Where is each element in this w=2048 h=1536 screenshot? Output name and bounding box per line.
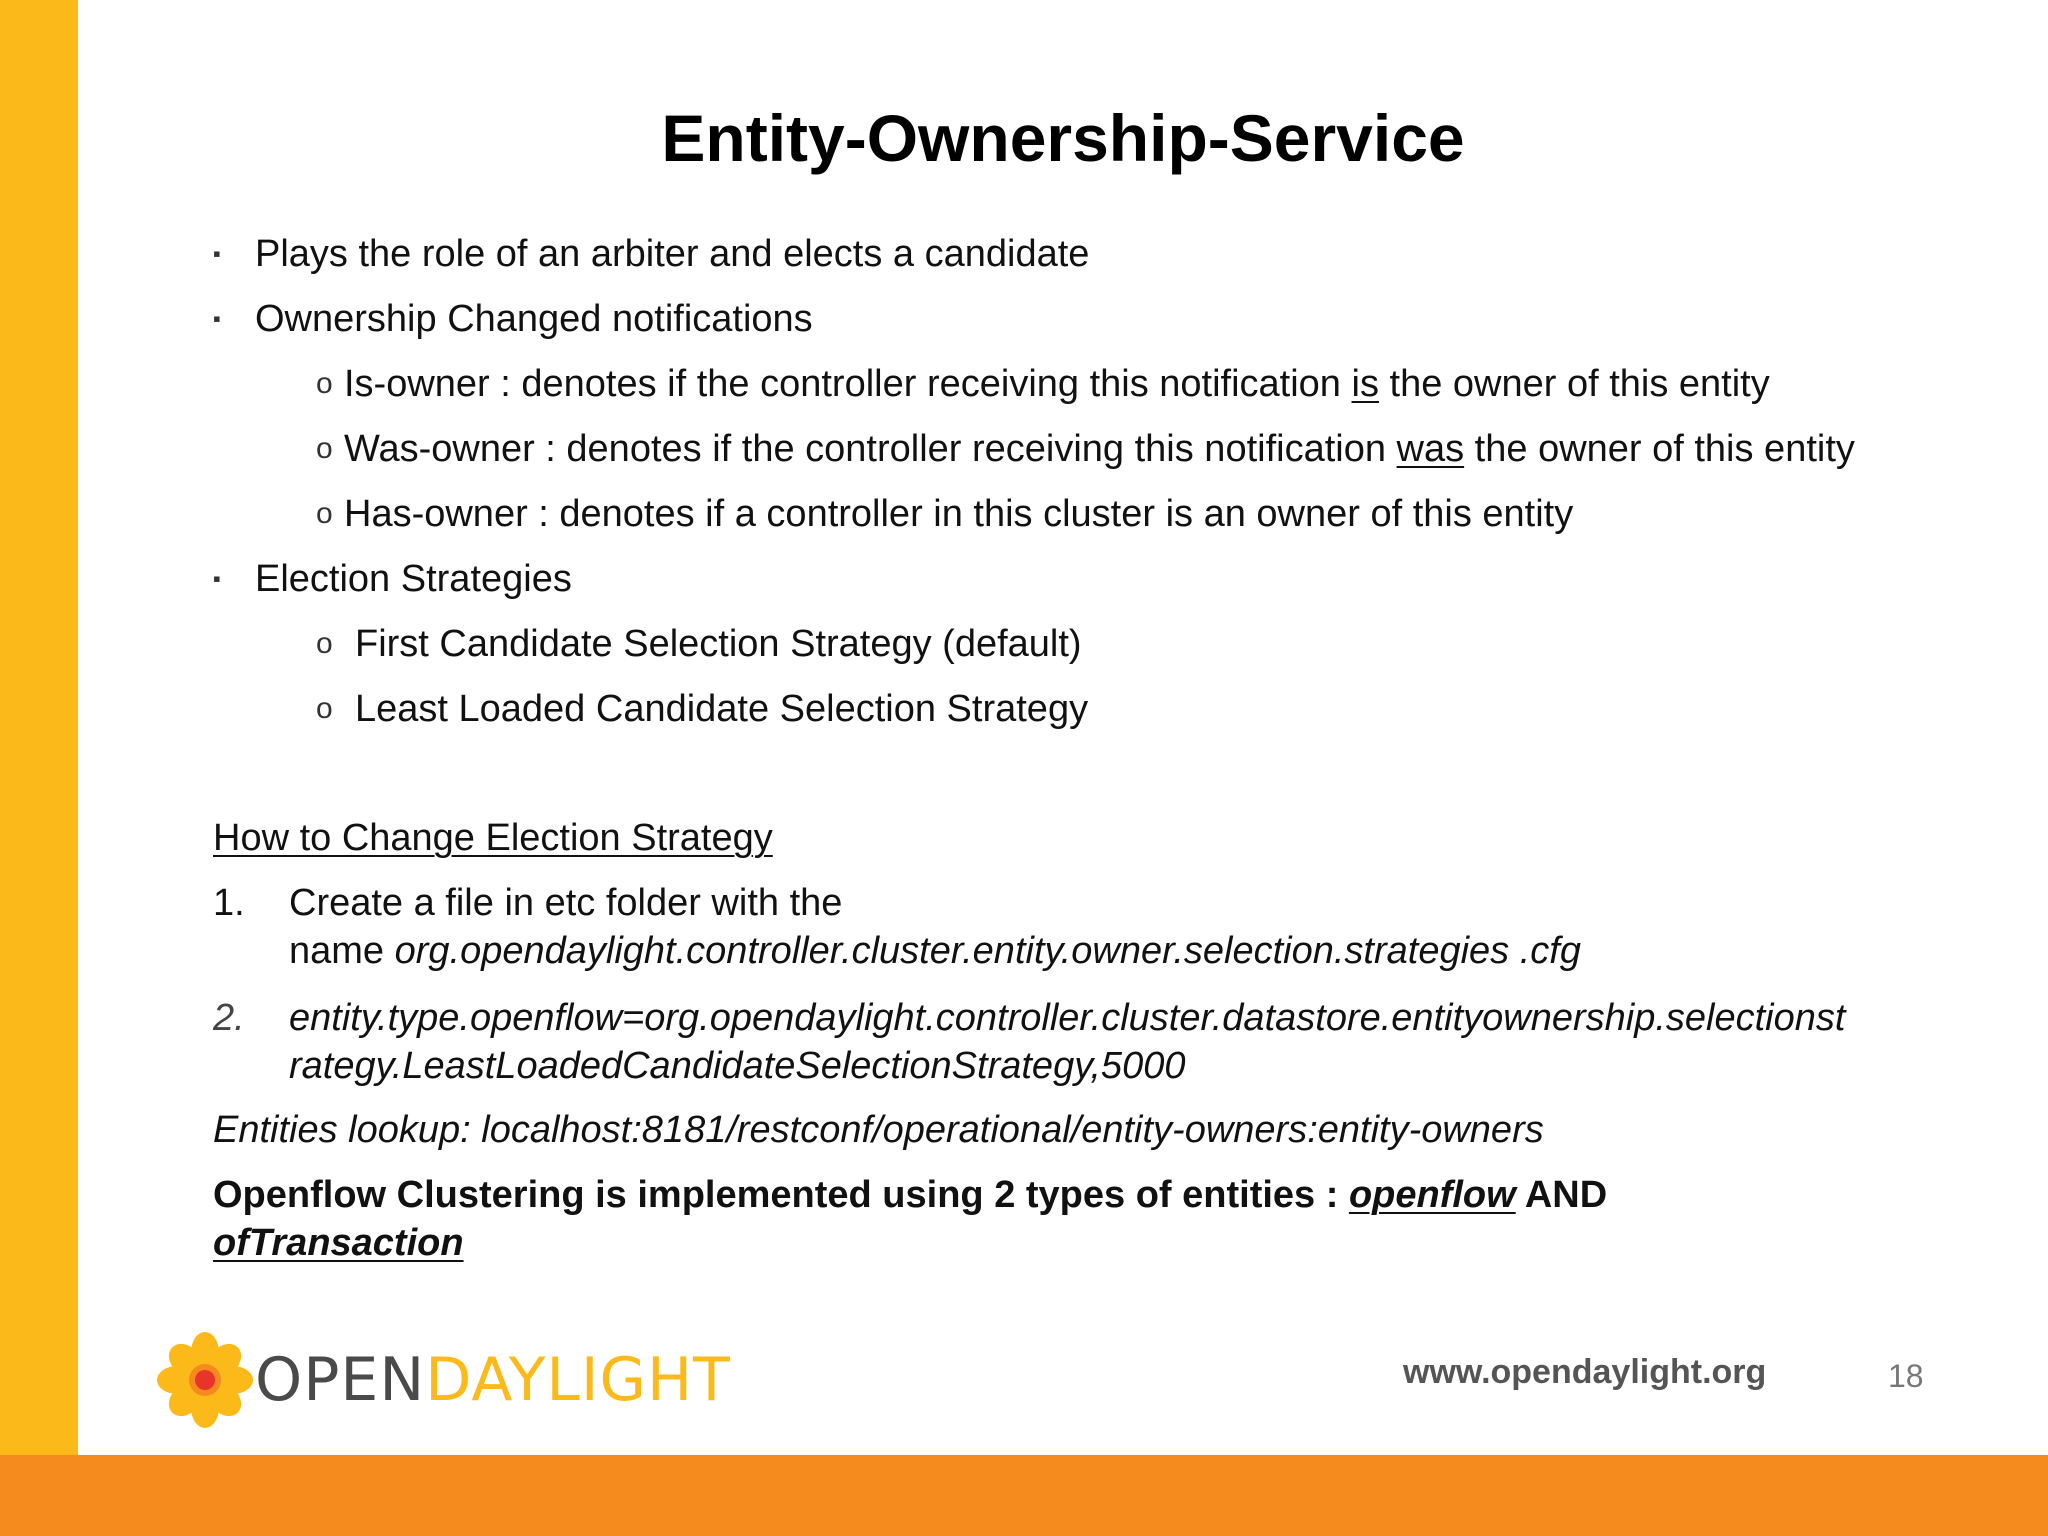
step2-line2: rategy.LeastLoadedCandidateSelectionStrategy,5000 — [289, 1045, 1186, 1087]
underlined-was: was — [1396, 428, 1465, 470]
circle-bullet-icon: o — [316, 627, 333, 660]
website-url: www.opendaylight.org — [1403, 1353, 1767, 1391]
step-number-2: 2. — [213, 997, 245, 1039]
circle-bullet-icon: o — [316, 692, 333, 725]
step1-line2 — [289, 927, 1581, 975]
logo-daylight-text: DAYLIGHT — [425, 1345, 731, 1415]
square-bullet-icon: ▪ — [213, 306, 221, 331]
logo-open-text: OPEN — [255, 1345, 426, 1415]
step1-line1: Create a file in etc folder with the — [289, 882, 843, 924]
config-filename: org.opendaylight.controller.cluster.entity.owner.selection.strategies .cfg — [394, 930, 1581, 972]
step2-line1: entity.type.openflow=org.opendaylight.controller.cluster.datastore.entityownership.selectionst — [289, 997, 1846, 1039]
howto-heading: How to Change Election Strategy — [213, 817, 773, 859]
step1-name-label: name — [289, 930, 395, 972]
bullet-ownership-changed: Ownership Changed notifications — [255, 298, 813, 340]
circle-bullet-icon: o — [316, 432, 333, 465]
underlined-is: is — [1351, 363, 1379, 405]
square-bullet-icon: ▪ — [213, 566, 221, 591]
logo-wordmark — [255, 1345, 731, 1415]
sub-bullet-text: the owner of this entity — [1378, 363, 1770, 405]
slide-title: Entity-Ownership-Service — [661, 101, 1465, 175]
bullet-arbiter: Plays the role of an arbiter and elects a candidate — [255, 233, 1090, 275]
circle-bullet-icon: o — [316, 367, 333, 400]
step-number-1: 1. — [213, 882, 245, 924]
conclusion-and: AND — [1515, 1174, 1608, 1216]
sub-bullet-text: Is-owner : denotes if the controller receiving this notification — [344, 363, 1352, 405]
sub-bullet-was-owner — [344, 425, 1855, 473]
sub-bullet-text: the owner of this entity — [1464, 428, 1855, 470]
daylight-flower-icon — [155, 1330, 255, 1430]
square-bullet-icon: ▪ — [213, 241, 221, 266]
page-number: 18 — [1888, 1358, 1924, 1394]
conclusion-line1 — [213, 1171, 1607, 1219]
sub-bullet-first-candidate: First Candidate Selection Strategy (default) — [355, 623, 1082, 665]
sub-bullet-text: Was-owner : denotes if the controller receiving this notification — [344, 428, 1397, 470]
entity-openflow: openflow — [1348, 1174, 1516, 1216]
sub-bullet-is-owner — [344, 360, 1770, 408]
circle-bullet-icon: o — [316, 497, 333, 530]
bullet-election-strategies: Election Strategies — [255, 558, 572, 600]
entity-oftransaction: ofTransaction — [213, 1222, 464, 1264]
entities-lookup: Entities lookup: localhost:8181/restconf/operational/entity-owners:entity-owners — [213, 1109, 1544, 1151]
bottom-accent-bar — [0, 1455, 2048, 1536]
sub-bullet-least-loaded: Least Loaded Candidate Selection Strategy — [355, 688, 1089, 730]
opendaylight-logo — [155, 1330, 731, 1430]
sub-bullet-has-owner: Has-owner : denotes if a controller in this cluster is an owner of this entity — [344, 493, 1574, 535]
conclusion-text: Openflow Clustering is implemented using 2 types of entities : — [213, 1174, 1349, 1216]
